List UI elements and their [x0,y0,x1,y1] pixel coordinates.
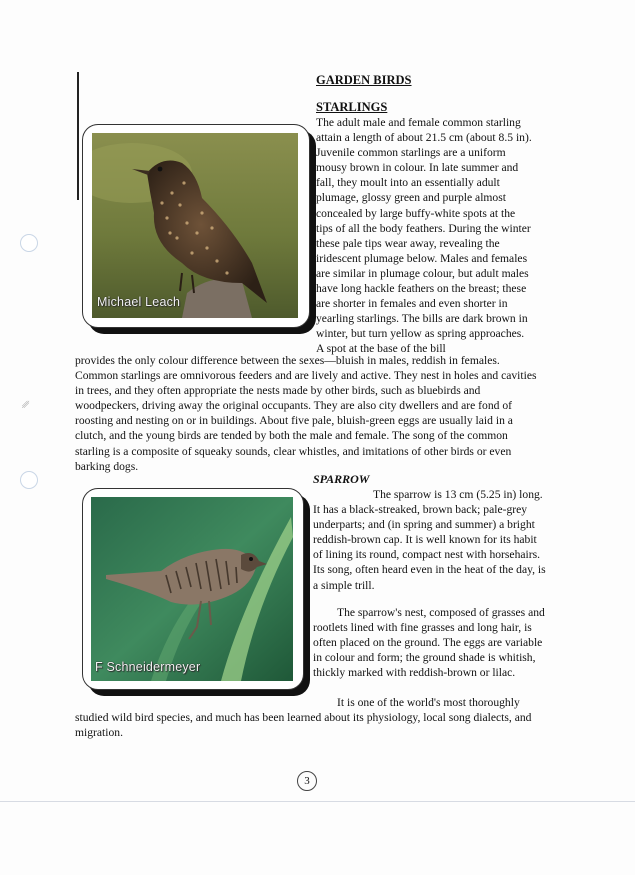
sparrow-image [91,497,293,681]
starlings-text-full: provides the only colour difference between the sexes—bluish in males, reddish in females. Common starlings are omnivorous feeders and are lively and active. They nest in holes and cavities in trees, and they often appropriate the nests made by other birds, such as bluebirds and woodpeckers, driving away the original occupants. They are also city dwellers and are fond of roosting and nesting on or in buildings. About five pale, bluish-green eggs are usually laid in a clutch, and the young birds are tended by both the male and female. The song of the common starling is a composite of squeaky sounds, clear whistles, and imitations of other birds or even barking dogs. [75,354,537,473]
section-heading-sparrow: SPARROW [313,472,370,486]
sparrow-photo [91,497,293,681]
sparrow-paragraph-3-wrap: It is one of the world's most thoroughly [337,696,520,709]
sparrow-paragraph-2 [313,605,547,680]
scan-speck: ␥ [22,400,30,410]
page-title: GARDEN BIRDS [316,73,412,87]
sparrow-paragraph-3-full: studied wild bird species, and much has been learned about its physiology, local song dialects, and migration. [75,711,532,740]
sparrow-para2-text: The sparrow's nest, composed of grasses and rootlets lined with fine grasses and long hair, is often placed on the ground. The eggs are variable in colour and form; the ground shade is whitish, thickly marked with reddish-brown or lilac. [313,606,545,680]
starling-photo [92,133,298,318]
footer-rule [0,801,635,802]
sparrow-paragraph-1 [313,487,547,593]
punch-hole [20,471,38,489]
section-heading-starlings: STARLINGS [316,100,388,114]
margin-rule [77,72,79,200]
starling-image [92,133,298,318]
sparrow-para1-text: The sparrow is 13 cm (5.25 in) long. It has a black-streaked, brown back; pale-grey underparts; and (in spring and summer) a bright reddish-brown cap. It is well known for its habit of lining its round, compact nest with horsehairs. Its song, often heard even in the heat of the day, is a simple trill. [313,488,546,592]
page-number: 3 [297,771,317,791]
photo-credit: F Schneidermeyer [95,660,201,674]
photo-credit: Michael Leach [97,295,181,309]
starlings-text-wrap: The adult male and female common starling attain a length of about 21.5 cm (about 8.5 in). Juvenile common starlings are a uniform mousy brown in colour. In late summer and fall, they moult into an essentially adult plumage, glossy green and purple almost concealed by large buffy-white spots at the tips of all the body feathers. During the winter these pale tips wear away, revealing the iridescent plumage below. Males and females are similar in plumage colour, but adult males have long hackle feathers on the breast; these are shorter in females and even shorter in yearling starlings. The bills are dark brown in winter, but turn yellow as spring approaches. A spot at the base of the bill [316,116,532,356]
punch-hole [20,234,38,252]
